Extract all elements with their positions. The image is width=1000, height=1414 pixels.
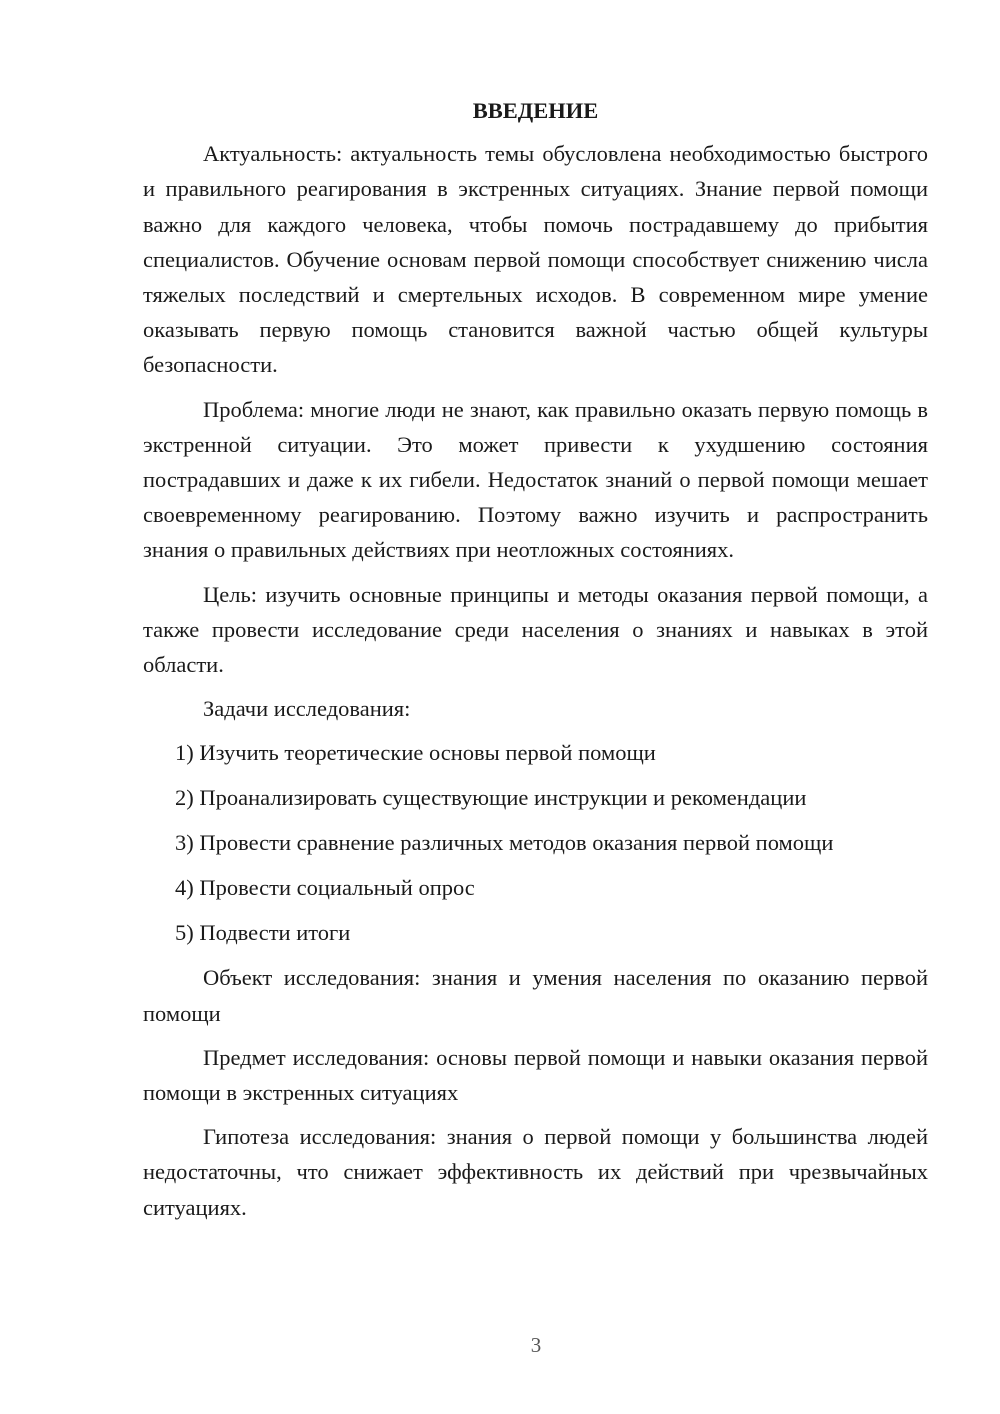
page-number: 3 bbox=[530, 1333, 542, 1357]
list-item: 2) Проанализировать существующие инструкции и рекомендации bbox=[175, 785, 807, 811]
paragraph-relevance: Актуальность: актуальность темы обусловлена необходимостью быстрого и правильного реагирования в экстренных ситуациях. Знание первой помощи важно для каждого человека, чтобы помочь пострадавшему до прибытия специалистов. Обучение основам первой помощи способствует снижению числа тяжелых последствий и смертельных исходов. В современном мире умение оказывать первую помощь становится важной частью общей культуры безопасности. bbox=[143, 141, 928, 378]
tasks-heading: Задачи исследования: bbox=[203, 696, 411, 722]
list-item: 1) Изучить теоретические основы первой помощи bbox=[175, 740, 656, 766]
section-title: ВВЕДЕНИЕ bbox=[472, 98, 599, 123]
list-item: 5) Подвести итоги bbox=[175, 920, 351, 946]
paragraph-subject: Предмет исследования: основы первой помощи и навыки оказания первой помощи в экстренных ситуациях bbox=[143, 1044, 928, 1106]
paragraph-goal: Цель: изучить основные принципы и методы оказания первой помощи, а также провести исследование среди населения о знаниях и навыках в этой области. bbox=[143, 581, 928, 678]
tasks-list bbox=[143, 735, 928, 950]
paragraph-object: Объект исследования: знания и умения населения по оказанию первой помощи bbox=[143, 965, 928, 1026]
list-item: 3) Провести сравнение различных методов оказания первой помощи bbox=[175, 830, 834, 856]
paragraph-problem: Проблема: многие люди не знают, как правильно оказать первую помощь в экстренной ситуации. Это может привести к ухудшению состояния пострадавших и даже к их гибели. Недостаток знаний о первой помощи мешает своевременному реагированию. Поэтому важно изучить и распространить знания о правильных действиях при неотложных состояниях. bbox=[143, 396, 928, 563]
document-page bbox=[143, 93, 928, 1234]
list-item: 4) Провести социальный опрос bbox=[175, 875, 475, 901]
paragraph-hypothesis: Гипотеза исследования: знания о первой помощи у большинства людей недостаточны, что снижает эффективность их действий при чрезвычайных ситуациях. bbox=[143, 1124, 928, 1220]
